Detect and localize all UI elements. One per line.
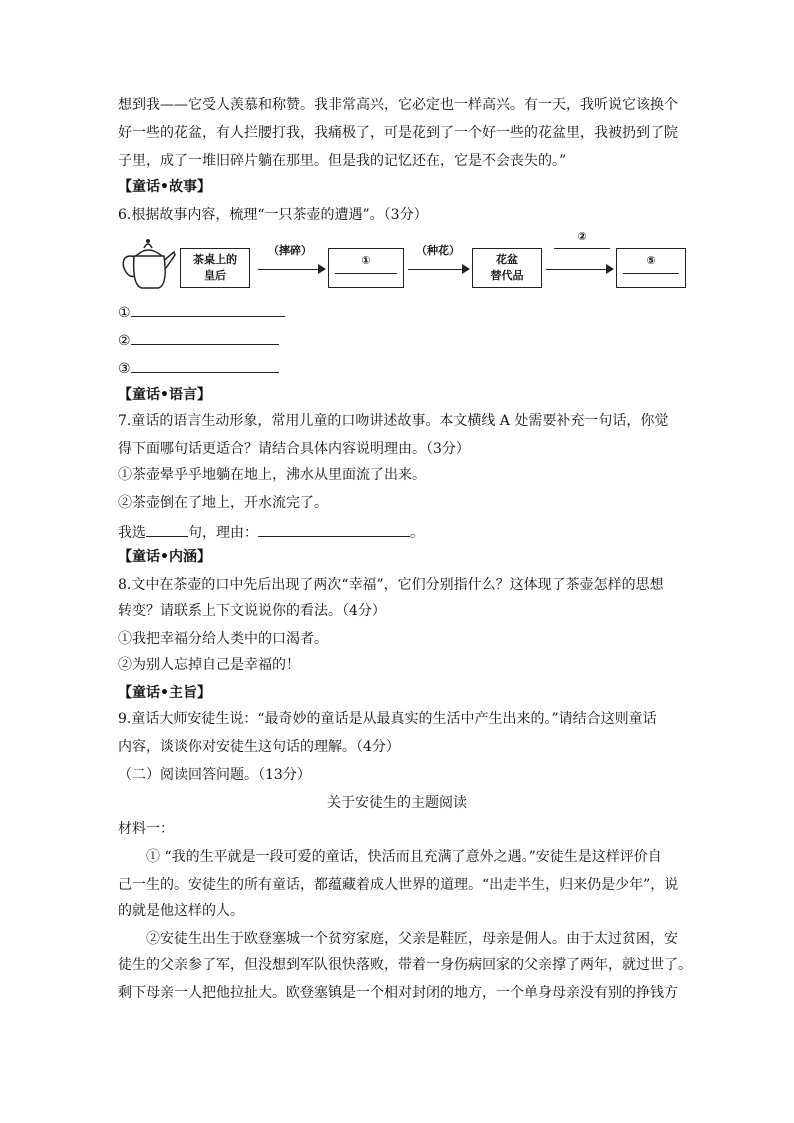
answer-blank[interactable] xyxy=(623,273,679,274)
choice-answer-row xyxy=(118,522,424,542)
quote-1: ①我把幸福分给人类中的口渴者。 xyxy=(118,631,328,647)
question-9: 9.童话大师安徒生说：“最奇妙的童话是从最真实的生活中产生出来的。”请结合这则童话 xyxy=(118,711,657,727)
answer-line[interactable] xyxy=(146,522,188,537)
body-text-line: 想到我——它受人羡慕和称赞。我非常高兴，它必定也一样高兴。有一天，我听说它该换个 xyxy=(118,97,678,113)
arrow-label-blank-2: ② xyxy=(577,230,587,243)
choice-end: 。 xyxy=(410,525,424,541)
question-8-cont: 转变？请联系上下文说说你的看法。（4分） xyxy=(118,603,386,619)
blank-marker: ⑤ xyxy=(646,254,656,267)
paragraph-line: ②安徒生出生于欧登塞城一个贫穷家庭，父亲是鞋匠，母亲是佣人。由于太过贫困，安 xyxy=(146,931,678,947)
blank-marker: ① xyxy=(361,254,371,267)
section-heading-language: 【童话•语言】 xyxy=(118,387,211,403)
flow-arrow xyxy=(258,269,324,270)
paragraph-line: 的就是他这样的人。 xyxy=(118,903,244,919)
question-8: 8.文中在茶壶的口中先后出现了两次“幸福”，它们分别指什么？这体现了茶壶怎样的思想 xyxy=(118,577,664,593)
flow-arrow xyxy=(546,269,612,270)
answer-marker: ③ xyxy=(118,361,131,377)
question-9-cont: 内容，谈谈你对安徒生这句话的理解。（4分） xyxy=(118,739,400,755)
paragraph-line: 己一生的。安徒生的所有童话，都蕴藏着成人世界的道理。“出走半生，归来仍是少年”，说 xyxy=(118,877,679,893)
body-text-line: 好一些的花盆，有人拦腰打我，我痛极了，可是花到了一个好一些的花盆里，我被扔到了院 xyxy=(118,125,678,141)
paragraph-line: 徒生的父亲参了军，但没想到军队很快落败，带着一身伤病回家的父亲撑了两年，就过世了。 xyxy=(118,957,692,973)
question-7-cont: 得下面哪句话更适合？请结合具体内容说明理由。（3分） xyxy=(118,441,470,457)
answer-marker: ① xyxy=(118,305,131,321)
answer-blank[interactable] xyxy=(335,273,397,274)
answer-marker: ② xyxy=(118,333,131,349)
answer-blank[interactable] xyxy=(554,248,610,249)
answer-row-3 xyxy=(118,358,279,378)
answer-line[interactable] xyxy=(258,522,410,537)
answer-line[interactable] xyxy=(131,358,279,373)
answer-row-1 xyxy=(118,302,285,322)
question-6: 6.根据故事内容，梳理“一只茶壶的遭遇”。（3分） xyxy=(118,207,428,223)
flow-box-blank-1 xyxy=(328,248,404,288)
flow-box-text: 皇后 xyxy=(204,269,226,282)
option-2: ②茶壶倒在了地上，开水流完了。 xyxy=(118,495,328,511)
section-heading-connotation: 【童话•内涵】 xyxy=(118,549,211,565)
quote-2: ②为别人忘掉自己是幸福的！ xyxy=(118,657,300,673)
reason-prefix: 句，理由： xyxy=(188,525,258,541)
flow-box-text: 茶桌上的 xyxy=(193,253,237,266)
body-text-line: 子里，成了一堆旧碎片躺在那里。但是我的记忆还在，它是不会丧失的。” xyxy=(118,153,567,169)
flow-box-text: 花盆 xyxy=(496,253,518,266)
material-label: 材料一： xyxy=(118,821,174,837)
flow-arrow xyxy=(408,269,468,270)
flow-box-blank-5 xyxy=(616,248,686,288)
section-heading-story: 【童话•故事】 xyxy=(118,179,211,195)
paragraph-line: 剩下母亲一人把他拉扯大。欧登塞镇是一个相对封闭的地方，一个单身母亲没有别的挣钱方 xyxy=(118,985,678,1001)
arrow-label-plant: （种花） xyxy=(416,244,460,257)
part-heading: （二）阅读回答问题。（13分） xyxy=(118,767,311,783)
question-7: 7.童话的语言生动形象，常用儿童的口吻讲述故事。本文横线 A 处需要补充一句话，你觉 xyxy=(118,413,669,429)
answer-line[interactable] xyxy=(131,302,285,317)
flow-box-flowerpot xyxy=(472,248,542,288)
flow-box-text: 替代品 xyxy=(490,269,524,282)
teapot-icon xyxy=(120,236,178,292)
reading-title: 关于安徒生的主题阅读 xyxy=(327,795,467,811)
choice-prefix: 我选 xyxy=(118,525,146,541)
option-1: ①茶壶晕乎乎地躺在地上，沸水从里面流了出来。 xyxy=(118,467,426,483)
arrow-label-break: （摔碎） xyxy=(268,244,312,257)
answer-line[interactable] xyxy=(131,330,279,345)
section-heading-theme: 【童话•主旨】 xyxy=(118,685,211,701)
answer-row-2 xyxy=(118,330,279,350)
paragraph-line: ① “我的生平就是一段可爱的童话，快活而且充满了意外之遇。”安徒生是这样评价自 xyxy=(146,849,662,865)
teapot-flow-diagram xyxy=(118,230,688,296)
flow-box-queen xyxy=(180,248,250,288)
